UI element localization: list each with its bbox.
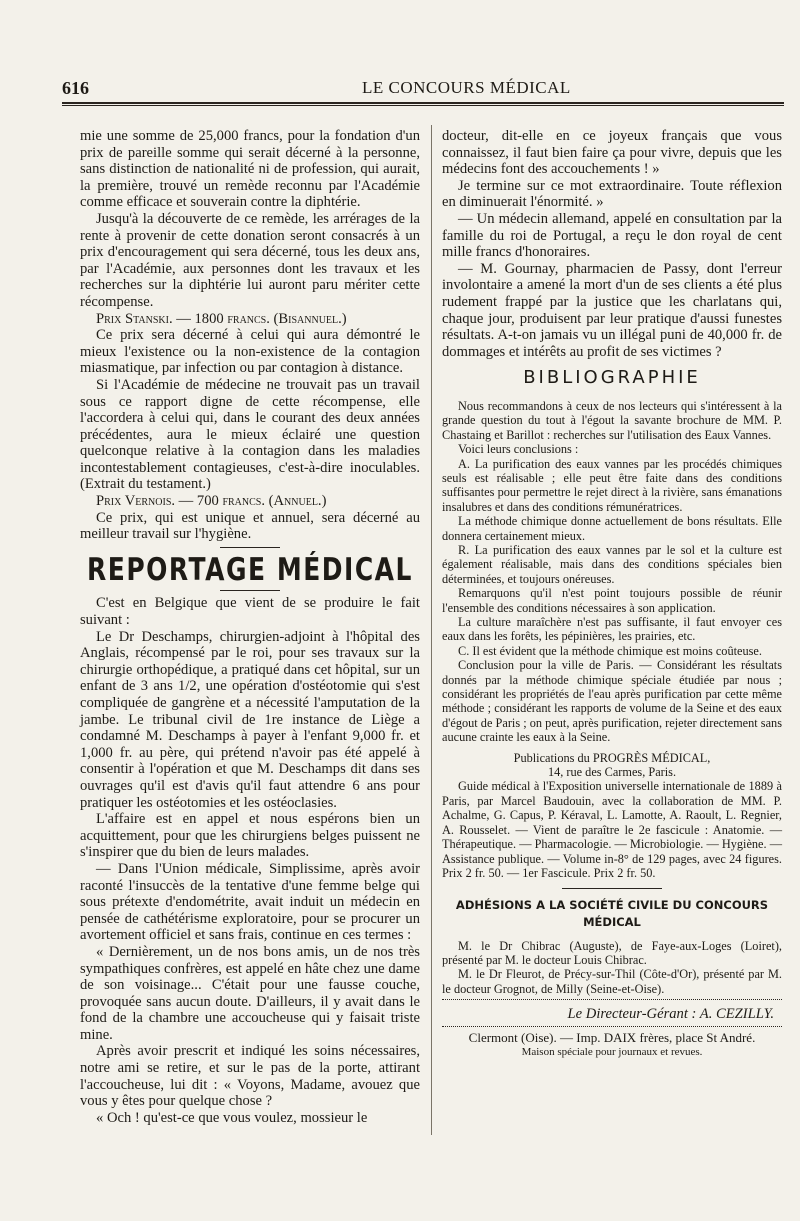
prize-heading: Prix Vernois. — 700 francs. (Annuel.)	[96, 493, 327, 510]
section-title: BIBLIOGRAPHIE	[523, 367, 701, 389]
prize-heading: Prix Stanski. — 1800 francs. (Bisannuel.)	[96, 310, 347, 327]
paragraph: mie une somme de 25,000 francs, pour la fondation d'un prix de pareille somme qui serait décerné à la personne, sans distinction de nationalité ni de profession, qui aurait, la première, trouvé un remède reconnu par l'Académie comme efficace et souverain contre la diphtérie.	[80, 128, 420, 211]
paragraph: « Dernièrement, un de nos bons amis, un de nos très sympathiques confrères, est appelé en hâte chez une dame de son voisinage... C'était pour une fausse couche, provoquée sans aucun doute. D'ailleurs, il y avait dans le fond de la chambre une accoucheuse qui y faisait triste mine.	[80, 943, 420, 1043]
page-number: 616	[62, 78, 89, 98]
column-divider	[431, 125, 432, 1135]
printer-imprint	[442, 1031, 782, 1059]
paragraph: Ce prix, qui est unique et annuel, sera décerné au meilleur travail sur l'hygiène.	[80, 509, 420, 543]
paragraph: Le Dr Deschamps, chirurgien-adjoint à l'hôpital des Anglais, récompensé par le roi, pour ses travaux sur la chirurgie orthopédique, a pratiqué dans cet hôpital, sur un enfant de 3 ans 1/2, une opération d'ostéotomie qui s'est compliquée de gangrène et a nécessité l'amputation de la jambe. Le tribunal civil de 1re instance de Liège a condamné M. Deschamps à payer à l'enfant 9,000 fr. et 1,000 fr. au père, qui prétend n'avoir pas été appelé à consentir à l'opération et que M. Deschamps dit dans ses ouvrages qu'il est d'avis qu'il faut attendre 6 ans pour pratiquer les ostéotomies et les ostéoclasies.	[80, 628, 420, 811]
paragraph: Guide médical à l'Exposition universelle internationale de 1889 à Paris, par Marcel Baudouin, avec la collaboration de MM. P. Achalme, G. Capus, P. Kéraval, L. Lamotte, A. Raoult, L. Regnier, A. Rousselet. — Vient de paraître le 2e fascicule : Anatomie. — Thérapeutique. — Pharmacologie. — Microbiologie. — Hygiène. — Assistance publique. — Volume in-8° de 129 pages, avec 24 figures. Prix 2 fr. 50. — 1er Fascicule. Prix 2 fr. 50.	[442, 779, 782, 880]
journal-title: LE CONCOURS MÉDICAL	[362, 78, 571, 97]
paragraph: Jusqu'à la découverte de ce remède, les arrérages de la rente à provenir de cette donation seront consacrés à un prix d'encouragement qui sera décerné, tous les deux ans, par l'Académie, aux personnes dont les travaux et les recherches sur la diphtérie lui auront paru mériter cette récompense.	[80, 210, 420, 310]
paragraph: La culture maraîchère n'est pas suffisante, il faut envoyer ces eaux dans les forêts, les pépinières, les prairies, etc.	[442, 615, 782, 644]
paragraph: — Dans l'Union médicale, Simplissime, après avoir raconté l'insuccès de la tentative d'une femme belge qui sous prétexte d'endométrite, avait induit un médecin en pensée de cathétérisme exploratoire, pour se procurer un avortement officiel et sans frais, continue en ces termes :	[80, 860, 420, 944]
printer-line: Clermont (Oise). — Imp. DAIX frères, place St André.	[468, 1029, 756, 1045]
paragraph: Je termine sur ce mot extraordinaire. Toute réflexion en diminuerait l'énormité. »	[442, 177, 782, 211]
paragraph: Après avoir prescrit et indiqué les soins nécessaires, notre ami se retire, et sur le pas de la porte, attirant l'accoucheuse, lui dit : « Voyons, Madame, avouez que vous y êtes pour quelque chose ?	[80, 1043, 420, 1110]
paragraph: Nous recommandons à ceux de nos lecteurs qui s'intéressent à la grande question du tout à l'égout la savante brochure de MM. P. Chastaing et Barillot : recherches sur l'utilisation des Eaux Vannes.	[442, 398, 782, 442]
signature: Le Directeur-Gérant : A. CEZILLY.	[567, 1006, 774, 1023]
paragraph: C'est en Belgique que vient de se produire le fait suivant :	[80, 595, 420, 629]
header-rule	[62, 102, 784, 104]
paragraph: M. le Dr Chibrac (Auguste), de Faye-aux-Loges (Loiret), présenté par M. le docteur Louis Chibrac.	[442, 938, 782, 967]
section-rule	[220, 590, 280, 591]
paragraph: L'affaire est en appel et nous espérons bien un acquittement, pour que les chirurgiens belges puissent ne s'inspirer que du bien de leurs malades.	[80, 811, 420, 861]
paragraph: M. le Dr Fleurot, de Précy-sur-Thil (Côte-d'Or), présenté par M. le docteur Grognot, de Milly (Seine-et-Oise).	[442, 967, 782, 996]
paragraph: — M. Gournay, pharmacien de Passy, dont l'erreur involontaire a amené la mort d'un de ses clients a été plus rudement frappé par la justice que les charlatans qui, chaque jour, produisent par leur pratique d'aussi funestes résultats. A-t-on jamais vu un illégal puni de 40,000 fr. de dommages et intérêts au profit de ses victimes ?	[442, 260, 782, 360]
section-title: REPORTAGE MÉDICAL	[87, 551, 413, 588]
paragraph: Remarquons qu'il n'est point toujours possible de réunir l'ensemble des conditions nécessaires à son application.	[442, 586, 782, 615]
paragraph: « Och ! qu'est-ce que vous voulez, mossieur le	[96, 1109, 368, 1126]
paragraph: Si l'Académie de médecine ne trouvait pas un travail sous ce rapport digne de cette récompense, elle l'accordera à celui qui, dans le courant des deux années précédentes, aura le mieux éclairé une question quelconque relative à la contagion dans les maladies incontestablement contagieuses, c'est-à-dire inoculables. (Extrait du testament.)	[80, 376, 420, 493]
paragraph: Conclusion pour la ville de Paris. — Considérant les résultats donnés par la méthode chimique spéciale étudiée par nous ; considérant les propriétés de l'eau après purification par cette même méthode ; considérant les rapports de volume de la Seine et des eaux d'égout de Paris ; on peut, après purification, rejeter directement sans aucune crainte les eaux à la Seine.	[442, 658, 782, 745]
paragraph: C. Il est évident que la méthode chimique est moins coûteuse.	[458, 643, 762, 658]
publisher-address: 14, rue des Carmes, Paris.	[547, 765, 677, 780]
printer-subline: Maison spéciale pour journaux et revues.	[521, 1045, 703, 1058]
paragraph: Ce prix sera décerné à celui qui aura démontré le mieux l'existence ou la non-existence de la contagion miasmatique, par infection ou par contagion à distance.	[80, 327, 420, 377]
section-rule	[220, 547, 280, 548]
right-column	[442, 128, 782, 1059]
page-header	[62, 78, 782, 102]
paragraph: A. La purification des eaux vannes par les procédés chimiques seuls est réalisable ; elle peut être faite dans des conditions suffisantes pour permettre le rejet direct à la rivière, sans émanations insalubres et dans des conditions rémunératrices.	[442, 456, 782, 514]
adhesions-block	[442, 939, 782, 997]
bibliography-block	[442, 399, 782, 880]
signature-rule	[442, 999, 782, 1000]
paragraph: R. La purification des eaux vannes par le sol et la culture est également réalisable, mais dans des conditions spéciales bien déterminées, et toujours onéreuses.	[442, 542, 782, 586]
left-column	[80, 128, 420, 1126]
paragraph: La méthode chimique donne actuellement de bons résultats. Elle donnera certainement mieux.	[442, 514, 782, 543]
section-title: ADHÉSIONS A LA SOCIÉTÉ CIVILE DU CONCOURS MÉDICAL	[455, 898, 769, 929]
section-rule	[562, 888, 662, 889]
publisher-line: Publications du PROGRÈS MÉDICAL,	[513, 750, 711, 765]
paragraph: — Un médecin allemand, appelé en consultation par la famille du roi de Portugal, a reçu le don royal de cent mille francs d'honoraires.	[442, 210, 782, 261]
paragraph: docteur, dit-elle en ce joyeux français que vous connaissez, il faut bien faire ça pour vivre, depuis que les médecins font des accouchements ! »	[442, 128, 782, 178]
header-rule-thin	[62, 105, 784, 106]
signature-rule	[442, 1026, 782, 1027]
paragraph: Voici leurs conclusions :	[458, 442, 579, 457]
